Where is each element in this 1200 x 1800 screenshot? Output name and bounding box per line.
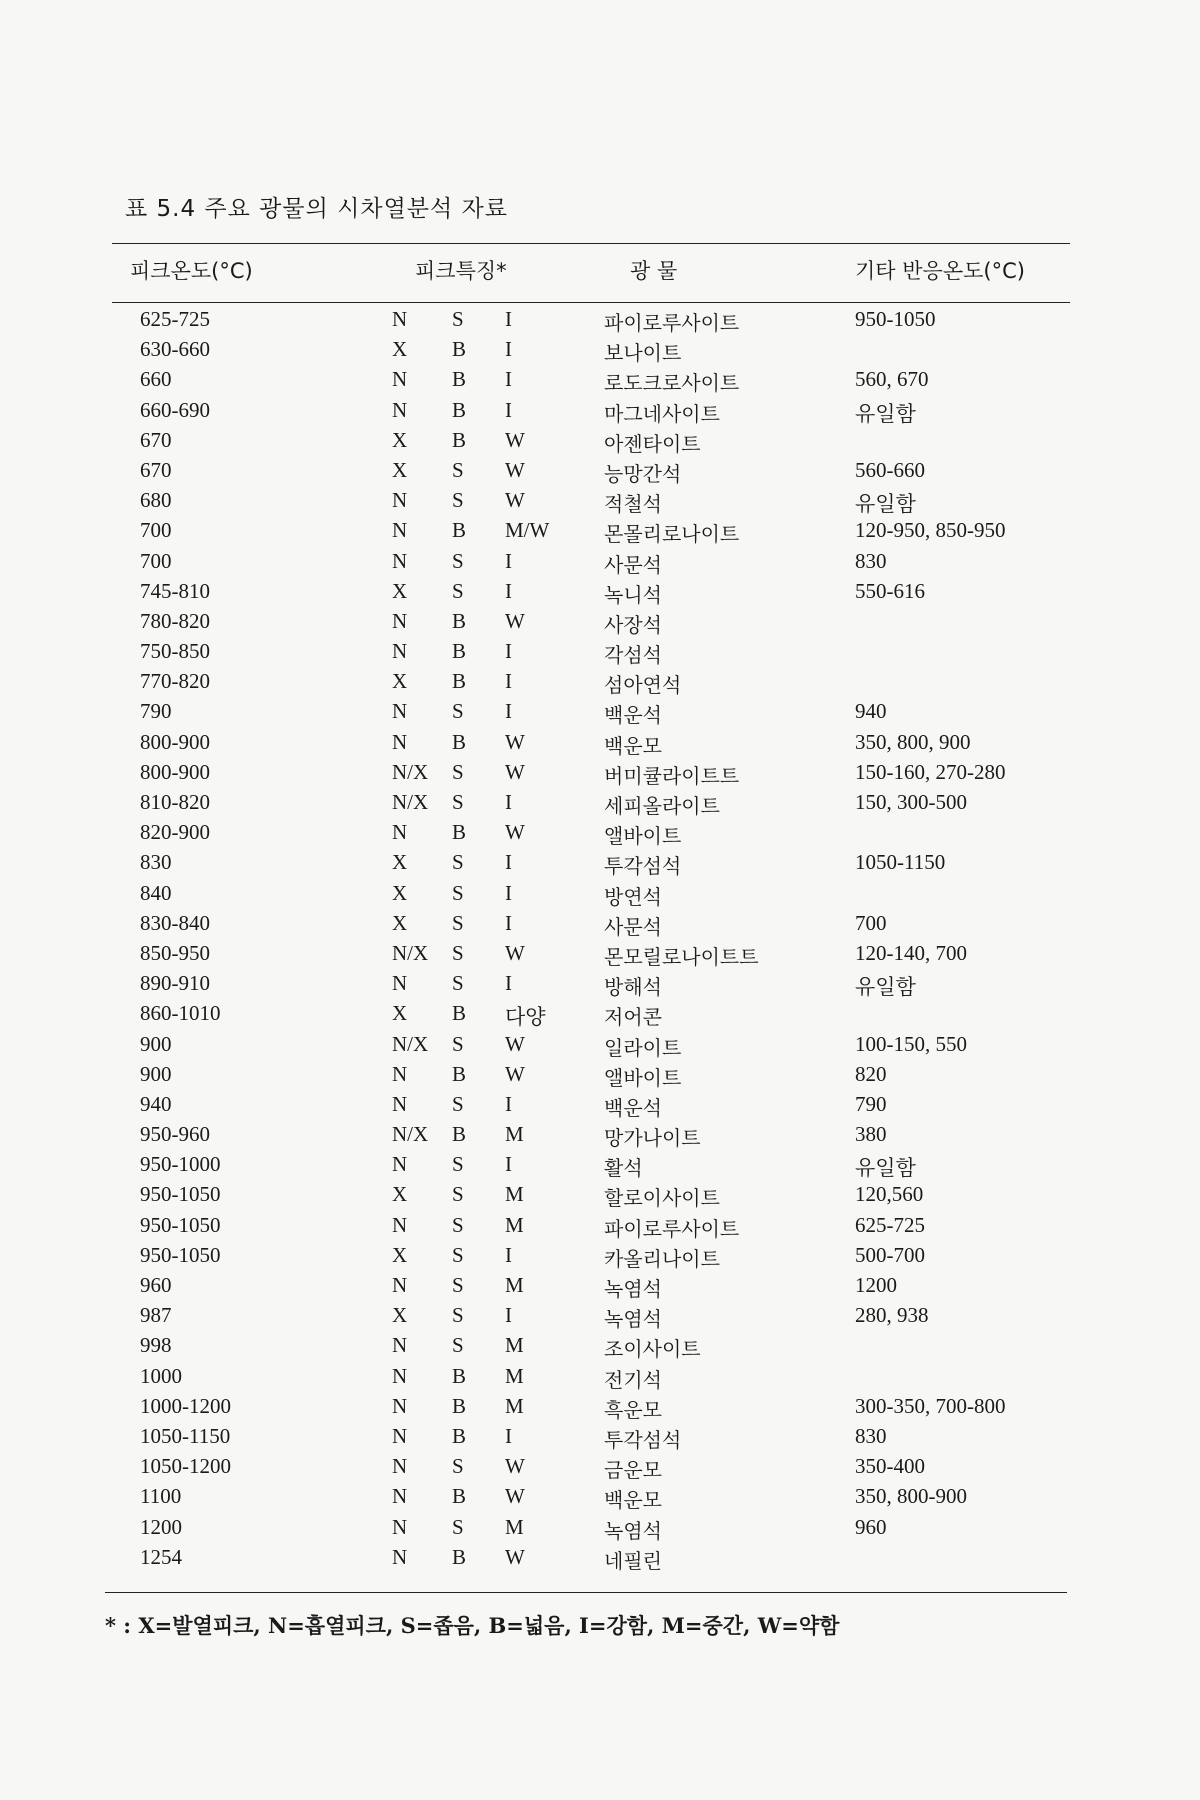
cell-other-temperature: 950-1050 xyxy=(855,307,936,331)
cell-peak-intensity: W xyxy=(505,488,525,513)
cell-peak-type: X xyxy=(392,1303,408,1328)
cell-other-temperature: 350, 800, 900 xyxy=(855,729,971,754)
cell-peak-intensity: W xyxy=(505,1031,525,1056)
cell-peak-type: N xyxy=(392,1091,408,1116)
cell-mineral: 녹염석 xyxy=(604,1307,662,1332)
cell-other-temperature: 380 xyxy=(855,1122,887,1147)
cell-peak-width: B xyxy=(452,1393,467,1418)
table-row xyxy=(0,788,1200,818)
cell-other-temperature: 300-350, 700-800 xyxy=(855,1393,1006,1418)
cell-peak-intensity: M xyxy=(505,1333,524,1358)
header-mineral: 광 물 xyxy=(630,259,678,283)
cell-peak-width: S xyxy=(452,1454,464,1479)
cell-peak-type: N xyxy=(392,1423,408,1448)
cell-mineral: 흑운모 xyxy=(604,1397,662,1422)
cell-peak-type: N/X xyxy=(392,790,429,814)
table-row xyxy=(0,1271,1200,1301)
table-row xyxy=(0,848,1200,878)
table-row xyxy=(0,1060,1200,1090)
cell-peak-type: N/X xyxy=(392,759,429,784)
cell-peak-type: X xyxy=(392,1001,408,1026)
cell-peak-intensity: M xyxy=(505,1122,524,1147)
cell-peak-type: N xyxy=(392,548,408,573)
cell-peak-intensity: I xyxy=(505,367,512,392)
cell-mineral: 사장석 xyxy=(604,612,662,637)
cell-peak-temperature: 950-1050 xyxy=(140,1242,221,1267)
cell-peak-intensity: W xyxy=(505,427,525,452)
cell-peak-intensity: I xyxy=(505,397,512,422)
cell-mineral: 버미큘라이트트 xyxy=(604,763,740,788)
cell-peak-intensity: I xyxy=(505,790,512,814)
cell-peak-temperature: 660-690 xyxy=(140,397,210,422)
cell-peak-temperature: 745-810 xyxy=(140,578,210,603)
cell-peak-intensity: I xyxy=(505,971,512,996)
cell-peak-intensity: I xyxy=(505,337,512,362)
cell-peak-type: N xyxy=(392,488,408,513)
table-row xyxy=(0,969,1200,999)
cell-other-temperature: 120-140, 700 xyxy=(855,940,967,965)
cell-other-temperature: 350, 800-900 xyxy=(855,1484,967,1509)
table-row xyxy=(0,909,1200,939)
cell-peak-temperature: 790 xyxy=(140,699,172,724)
cell-mineral: 투각섬석 xyxy=(604,854,682,879)
cell-other-temperature: 960 xyxy=(855,1514,887,1539)
table-row xyxy=(0,1362,1200,1392)
table-row xyxy=(0,426,1200,456)
cell-mineral: 몬모릴로나이트트 xyxy=(604,944,759,969)
cell-other-temperature: 유일함 xyxy=(855,401,916,426)
cell-other-temperature: 280, 938 xyxy=(855,1303,929,1328)
cell-other-temperature: 유일함 xyxy=(855,492,916,517)
cell-mineral: 녹니석 xyxy=(604,582,662,607)
table-row xyxy=(0,1543,1200,1573)
cell-peak-intensity: W xyxy=(505,1544,525,1569)
cell-peak-type: N/X xyxy=(392,1122,429,1147)
cell-peak-intensity: I xyxy=(505,850,512,875)
cell-peak-temperature: 900 xyxy=(140,1031,172,1056)
cell-peak-width: B xyxy=(452,427,467,452)
cell-mineral: 능망간석 xyxy=(604,461,682,486)
table-row xyxy=(0,1482,1200,1512)
cell-peak-temperature: 1000-1200 xyxy=(140,1393,231,1418)
cell-peak-width: B xyxy=(452,1544,467,1569)
cell-peak-width: S xyxy=(452,880,464,905)
table-row xyxy=(0,1392,1200,1422)
cell-peak-temperature: 1200 xyxy=(140,1514,182,1539)
cell-peak-width: S xyxy=(452,850,464,875)
cell-other-temperature: 625-725 xyxy=(855,1212,925,1237)
table-row xyxy=(0,999,1200,1029)
cell-peak-type: N/X xyxy=(392,1031,429,1056)
cell-peak-type: N xyxy=(392,1061,408,1086)
cell-peak-temperature: 800-900 xyxy=(140,729,210,754)
cell-peak-type: N xyxy=(392,1152,408,1177)
cell-peak-width: B xyxy=(452,1122,467,1147)
cell-peak-type: N xyxy=(392,1454,408,1479)
cell-mineral: 금운모 xyxy=(604,1458,662,1483)
cell-peak-type: N xyxy=(392,367,408,392)
cell-peak-type: X xyxy=(392,457,408,482)
cell-peak-width: B xyxy=(452,518,467,543)
cell-peak-temperature: 830-840 xyxy=(140,910,210,935)
cell-peak-width: S xyxy=(452,1242,464,1267)
cell-other-temperature: 500-700 xyxy=(855,1242,925,1267)
cell-peak-type: N xyxy=(392,1333,408,1358)
cell-peak-width: S xyxy=(452,790,464,814)
table-row xyxy=(0,335,1200,365)
cell-peak-temperature: 950-1050 xyxy=(140,1182,221,1207)
cell-peak-width: S xyxy=(452,488,464,513)
cell-peak-type: X xyxy=(392,337,408,362)
cell-peak-width: B xyxy=(452,1484,467,1509)
cell-other-temperature: 830 xyxy=(855,1423,887,1448)
cell-mineral: 활석 xyxy=(604,1156,643,1181)
cell-mineral: 마그네사이트 xyxy=(604,401,720,426)
table-row xyxy=(0,637,1200,667)
cell-peak-type: X xyxy=(392,1242,408,1267)
cell-other-temperature: 1200 xyxy=(855,1273,897,1297)
cell-peak-intensity: M xyxy=(505,1273,524,1297)
cell-other-temperature: 560, 670 xyxy=(855,367,929,392)
cell-peak-type: N xyxy=(392,820,408,845)
cell-peak-temperature: 660 xyxy=(140,367,172,392)
table-row xyxy=(0,1452,1200,1482)
cell-mineral: 백운석 xyxy=(604,703,662,728)
table-row xyxy=(0,365,1200,395)
cell-peak-temperature: 860-1010 xyxy=(140,1001,221,1026)
cell-mineral: 백운모 xyxy=(604,1488,662,1513)
cell-peak-width: S xyxy=(452,971,464,996)
cell-peak-intensity: W xyxy=(505,820,525,845)
cell-peak-intensity: I xyxy=(505,578,512,603)
cell-other-temperature: 120-950, 850-950 xyxy=(855,518,1006,543)
cell-peak-intensity: M xyxy=(505,1393,524,1418)
cell-mineral: 방해석 xyxy=(604,975,662,1000)
cell-peak-temperature: 850-950 xyxy=(140,940,210,965)
cell-peak-width: B xyxy=(452,729,467,754)
table-row xyxy=(0,396,1200,426)
cell-mineral: 각섬석 xyxy=(604,643,662,668)
cell-peak-temperature: 680 xyxy=(140,488,172,513)
table-row xyxy=(0,1150,1200,1180)
cell-mineral: 적철석 xyxy=(604,492,662,517)
cell-peak-type: N xyxy=(392,1484,408,1509)
cell-peak-temperature: 998 xyxy=(140,1333,172,1358)
cell-peak-intensity: I xyxy=(505,1242,512,1267)
cell-peak-type: N xyxy=(392,1212,408,1237)
cell-mineral: 사문석 xyxy=(604,914,662,939)
cell-peak-temperature: 1254 xyxy=(140,1544,182,1569)
cell-other-temperature: 150, 300-500 xyxy=(855,790,967,814)
cell-peak-width: S xyxy=(452,578,464,603)
cell-peak-intensity: W xyxy=(505,1454,525,1479)
cell-peak-temperature: 940 xyxy=(140,1091,172,1116)
cell-other-temperature: 790 xyxy=(855,1091,887,1116)
cell-other-temperature: 560-660 xyxy=(855,457,925,482)
cell-mineral: 사문석 xyxy=(604,552,662,577)
cell-peak-temperature: 840 xyxy=(140,880,172,905)
table-row xyxy=(0,758,1200,788)
cell-mineral: 백운모 xyxy=(604,733,662,758)
cell-mineral: 할로이사이트 xyxy=(604,1186,720,1211)
cell-peak-intensity: M xyxy=(505,1182,524,1207)
cell-mineral: 백운석 xyxy=(604,1095,662,1120)
cell-other-temperature: 700 xyxy=(855,910,887,935)
cell-peak-temperature: 780-820 xyxy=(140,608,210,633)
cell-peak-temperature: 1050-1150 xyxy=(140,1423,231,1448)
footnote: * : X=발열피크, N=흡열피크, S=좁음, B=넓음, I=강함, M=중간, W=약함 xyxy=(105,1613,840,1638)
cell-other-temperature: 유일함 xyxy=(855,1156,916,1181)
table-row xyxy=(0,879,1200,909)
cell-peak-temperature: 800-900 xyxy=(140,759,210,784)
cell-peak-temperature: 1000 xyxy=(140,1363,182,1388)
cell-peak-temperature: 1050-1200 xyxy=(140,1454,231,1479)
cell-peak-temperature: 625-725 xyxy=(140,307,210,331)
header-peak-feature: 피크특징* xyxy=(415,259,507,283)
cell-peak-intensity: I xyxy=(505,1091,512,1116)
cell-other-temperature: 550-616 xyxy=(855,578,925,603)
cell-peak-width: S xyxy=(452,1182,464,1207)
cell-peak-temperature: 830 xyxy=(140,850,172,875)
cell-peak-intensity: W xyxy=(505,457,525,482)
cell-peak-type: N xyxy=(392,1363,408,1388)
table-row xyxy=(0,818,1200,848)
cell-peak-intensity: M xyxy=(505,1363,524,1388)
cell-peak-intensity: I xyxy=(505,669,512,694)
cell-peak-temperature: 700 xyxy=(140,548,172,573)
cell-peak-intensity: W xyxy=(505,1484,525,1509)
cell-peak-intensity: I xyxy=(505,880,512,905)
cell-peak-width: B xyxy=(452,337,467,362)
cell-peak-temperature: 820-900 xyxy=(140,820,210,845)
cell-peak-width: S xyxy=(452,1303,464,1328)
cell-peak-type: N xyxy=(392,307,408,331)
table-row xyxy=(0,305,1200,335)
cell-peak-intensity: I xyxy=(505,699,512,724)
cell-peak-temperature: 670 xyxy=(140,457,172,482)
cell-peak-intensity: W xyxy=(505,608,525,633)
cell-mineral: 저어콘 xyxy=(604,1005,662,1030)
table-row xyxy=(0,1301,1200,1331)
cell-mineral: 섬아연석 xyxy=(604,673,682,698)
table-caption: 표 5.4 주요 광물의 시차열분석 자료 xyxy=(125,196,508,222)
cell-other-temperature: 350-400 xyxy=(855,1454,925,1479)
cell-peak-width: B xyxy=(452,367,467,392)
cell-peak-width: B xyxy=(452,1363,467,1388)
cell-peak-type: N xyxy=(392,1544,408,1569)
cell-peak-temperature: 670 xyxy=(140,427,172,452)
cell-peak-width: B xyxy=(452,1001,467,1026)
header-rule xyxy=(112,302,1070,303)
table-row xyxy=(0,577,1200,607)
cell-peak-width: S xyxy=(452,307,464,331)
cell-peak-intensity: M xyxy=(505,1212,524,1237)
cell-peak-width: S xyxy=(452,1031,464,1056)
cell-mineral: 전기석 xyxy=(604,1367,662,1392)
cell-mineral: 앨바이트 xyxy=(604,824,682,849)
table-row xyxy=(0,1331,1200,1361)
cell-peak-intensity: I xyxy=(505,910,512,935)
cell-peak-type: N xyxy=(392,729,408,754)
cell-peak-intensity: I xyxy=(505,548,512,573)
cell-mineral: 조이사이트 xyxy=(604,1337,701,1362)
cell-peak-width: S xyxy=(452,759,464,784)
cell-peak-temperature: 900 xyxy=(140,1061,172,1086)
cell-peak-type: N xyxy=(392,608,408,633)
cell-peak-temperature: 700 xyxy=(140,518,172,543)
cell-peak-width: S xyxy=(452,910,464,935)
cell-peak-width: S xyxy=(452,1514,464,1539)
cell-peak-intensity: I xyxy=(505,1152,512,1177)
cell-peak-width: B xyxy=(452,669,467,694)
cell-peak-type: X xyxy=(392,669,408,694)
cell-peak-type: X xyxy=(392,850,408,875)
cell-mineral: 녹염석 xyxy=(604,1277,662,1301)
top-rule xyxy=(112,243,1070,244)
table-row xyxy=(0,1241,1200,1271)
cell-peak-type: X xyxy=(392,910,408,935)
cell-mineral: 세피올라이트 xyxy=(604,794,720,818)
header-other-temperature: 기타 반응온도(°C) xyxy=(855,259,1025,283)
cell-mineral: 아젠타이트 xyxy=(604,431,701,456)
cell-peak-type: N xyxy=(392,1273,408,1297)
cell-peak-width: S xyxy=(452,1152,464,1177)
table-row xyxy=(0,667,1200,697)
cell-other-temperature: 150-160, 270-280 xyxy=(855,759,1006,784)
cell-peak-intensity: I xyxy=(505,1423,512,1448)
table-row xyxy=(0,516,1200,546)
cell-peak-width: S xyxy=(452,1212,464,1237)
cell-peak-width: B xyxy=(452,1061,467,1086)
cell-peak-temperature: 890-910 xyxy=(140,971,210,996)
table-row xyxy=(0,1513,1200,1543)
cell-other-temperature: 100-150, 550 xyxy=(855,1031,967,1056)
cell-peak-type: N xyxy=(392,699,408,724)
table-row xyxy=(0,486,1200,516)
cell-peak-type: N xyxy=(392,397,408,422)
cell-peak-intensity: W xyxy=(505,729,525,754)
cell-mineral: 일라이트 xyxy=(604,1035,682,1060)
cell-peak-temperature: 1100 xyxy=(140,1484,182,1509)
table-row xyxy=(0,1120,1200,1150)
cell-peak-temperature: 987 xyxy=(140,1303,172,1328)
bottom-rule xyxy=(105,1592,1067,1593)
table-row xyxy=(0,456,1200,486)
cell-peak-intensity: 다양 xyxy=(505,1005,546,1030)
cell-peak-temperature: 630-660 xyxy=(140,337,210,362)
cell-other-temperature: 1050-1150 xyxy=(855,850,946,875)
cell-peak-temperature: 810-820 xyxy=(140,790,210,814)
cell-peak-type: N xyxy=(392,1393,408,1418)
cell-mineral: 방연석 xyxy=(604,884,662,909)
cell-mineral: 녹염석 xyxy=(604,1518,662,1543)
cell-other-temperature: 820 xyxy=(855,1061,887,1086)
cell-peak-intensity: W xyxy=(505,1061,525,1086)
cell-peak-type: X xyxy=(392,880,408,905)
cell-peak-width: B xyxy=(452,820,467,845)
cell-peak-temperature: 770-820 xyxy=(140,669,210,694)
cell-peak-temperature: 750-850 xyxy=(140,639,210,664)
cell-peak-temperature: 950-960 xyxy=(140,1122,210,1147)
cell-peak-type: N xyxy=(392,518,408,543)
table-row xyxy=(0,1211,1200,1241)
cell-peak-intensity: I xyxy=(505,307,512,331)
table-row xyxy=(0,607,1200,637)
cell-peak-type: X xyxy=(392,578,408,603)
cell-peak-intensity: I xyxy=(505,1303,512,1328)
cell-peak-width: S xyxy=(452,699,464,724)
cell-mineral: 파이로루사이트 xyxy=(604,1216,740,1241)
cell-mineral: 파이로루사이트 xyxy=(604,311,740,335)
cell-peak-type: N xyxy=(392,639,408,664)
cell-peak-type: X xyxy=(392,1182,408,1207)
cell-peak-temperature: 950-1050 xyxy=(140,1212,221,1237)
cell-mineral: 카올리나이트 xyxy=(604,1246,720,1271)
cell-other-temperature: 830 xyxy=(855,548,887,573)
cell-mineral: 앨바이트 xyxy=(604,1065,682,1090)
cell-peak-width: S xyxy=(452,1333,464,1358)
cell-peak-type: X xyxy=(392,427,408,452)
cell-peak-width: B xyxy=(452,608,467,633)
cell-mineral: 보나이트 xyxy=(604,341,682,366)
cell-peak-intensity: M/W xyxy=(505,518,550,543)
table-row xyxy=(0,1030,1200,1060)
cell-peak-width: S xyxy=(452,548,464,573)
cell-peak-type: N/X xyxy=(392,940,429,965)
cell-mineral: 로도크로사이트 xyxy=(604,371,740,396)
cell-peak-intensity: I xyxy=(505,639,512,664)
cell-peak-type: N xyxy=(392,971,408,996)
table-row xyxy=(0,1422,1200,1452)
table-row xyxy=(0,697,1200,727)
table-row xyxy=(0,939,1200,969)
cell-peak-width: B xyxy=(452,397,467,422)
table-row xyxy=(0,1090,1200,1120)
table-row xyxy=(0,1180,1200,1210)
cell-mineral: 몬몰리로나이트 xyxy=(604,522,740,547)
cell-mineral: 투각섬석 xyxy=(604,1427,682,1452)
cell-other-temperature: 120,560 xyxy=(855,1182,924,1207)
table-row xyxy=(0,728,1200,758)
cell-other-temperature: 유일함 xyxy=(855,975,916,1000)
cell-peak-temperature: 960 xyxy=(140,1273,172,1297)
table-body xyxy=(0,305,1200,1573)
cell-peak-width: B xyxy=(452,1423,467,1448)
header-peak-temperature: 피크온도(°C) xyxy=(130,259,253,283)
cell-peak-temperature: 950-1000 xyxy=(140,1152,221,1177)
cell-peak-intensity: M xyxy=(505,1514,524,1539)
table-row xyxy=(0,547,1200,577)
cell-peak-width: B xyxy=(452,639,467,664)
cell-peak-width: S xyxy=(452,1091,464,1116)
cell-peak-width: S xyxy=(452,940,464,965)
cell-peak-intensity: W xyxy=(505,940,525,965)
cell-peak-width: S xyxy=(452,1273,464,1297)
cell-peak-intensity: W xyxy=(505,759,525,784)
cell-mineral: 네필린 xyxy=(604,1548,662,1573)
cell-mineral: 망가나이트 xyxy=(604,1126,701,1151)
cell-peak-type: N xyxy=(392,1514,408,1539)
cell-peak-width: S xyxy=(452,457,464,482)
cell-other-temperature: 940 xyxy=(855,699,887,724)
